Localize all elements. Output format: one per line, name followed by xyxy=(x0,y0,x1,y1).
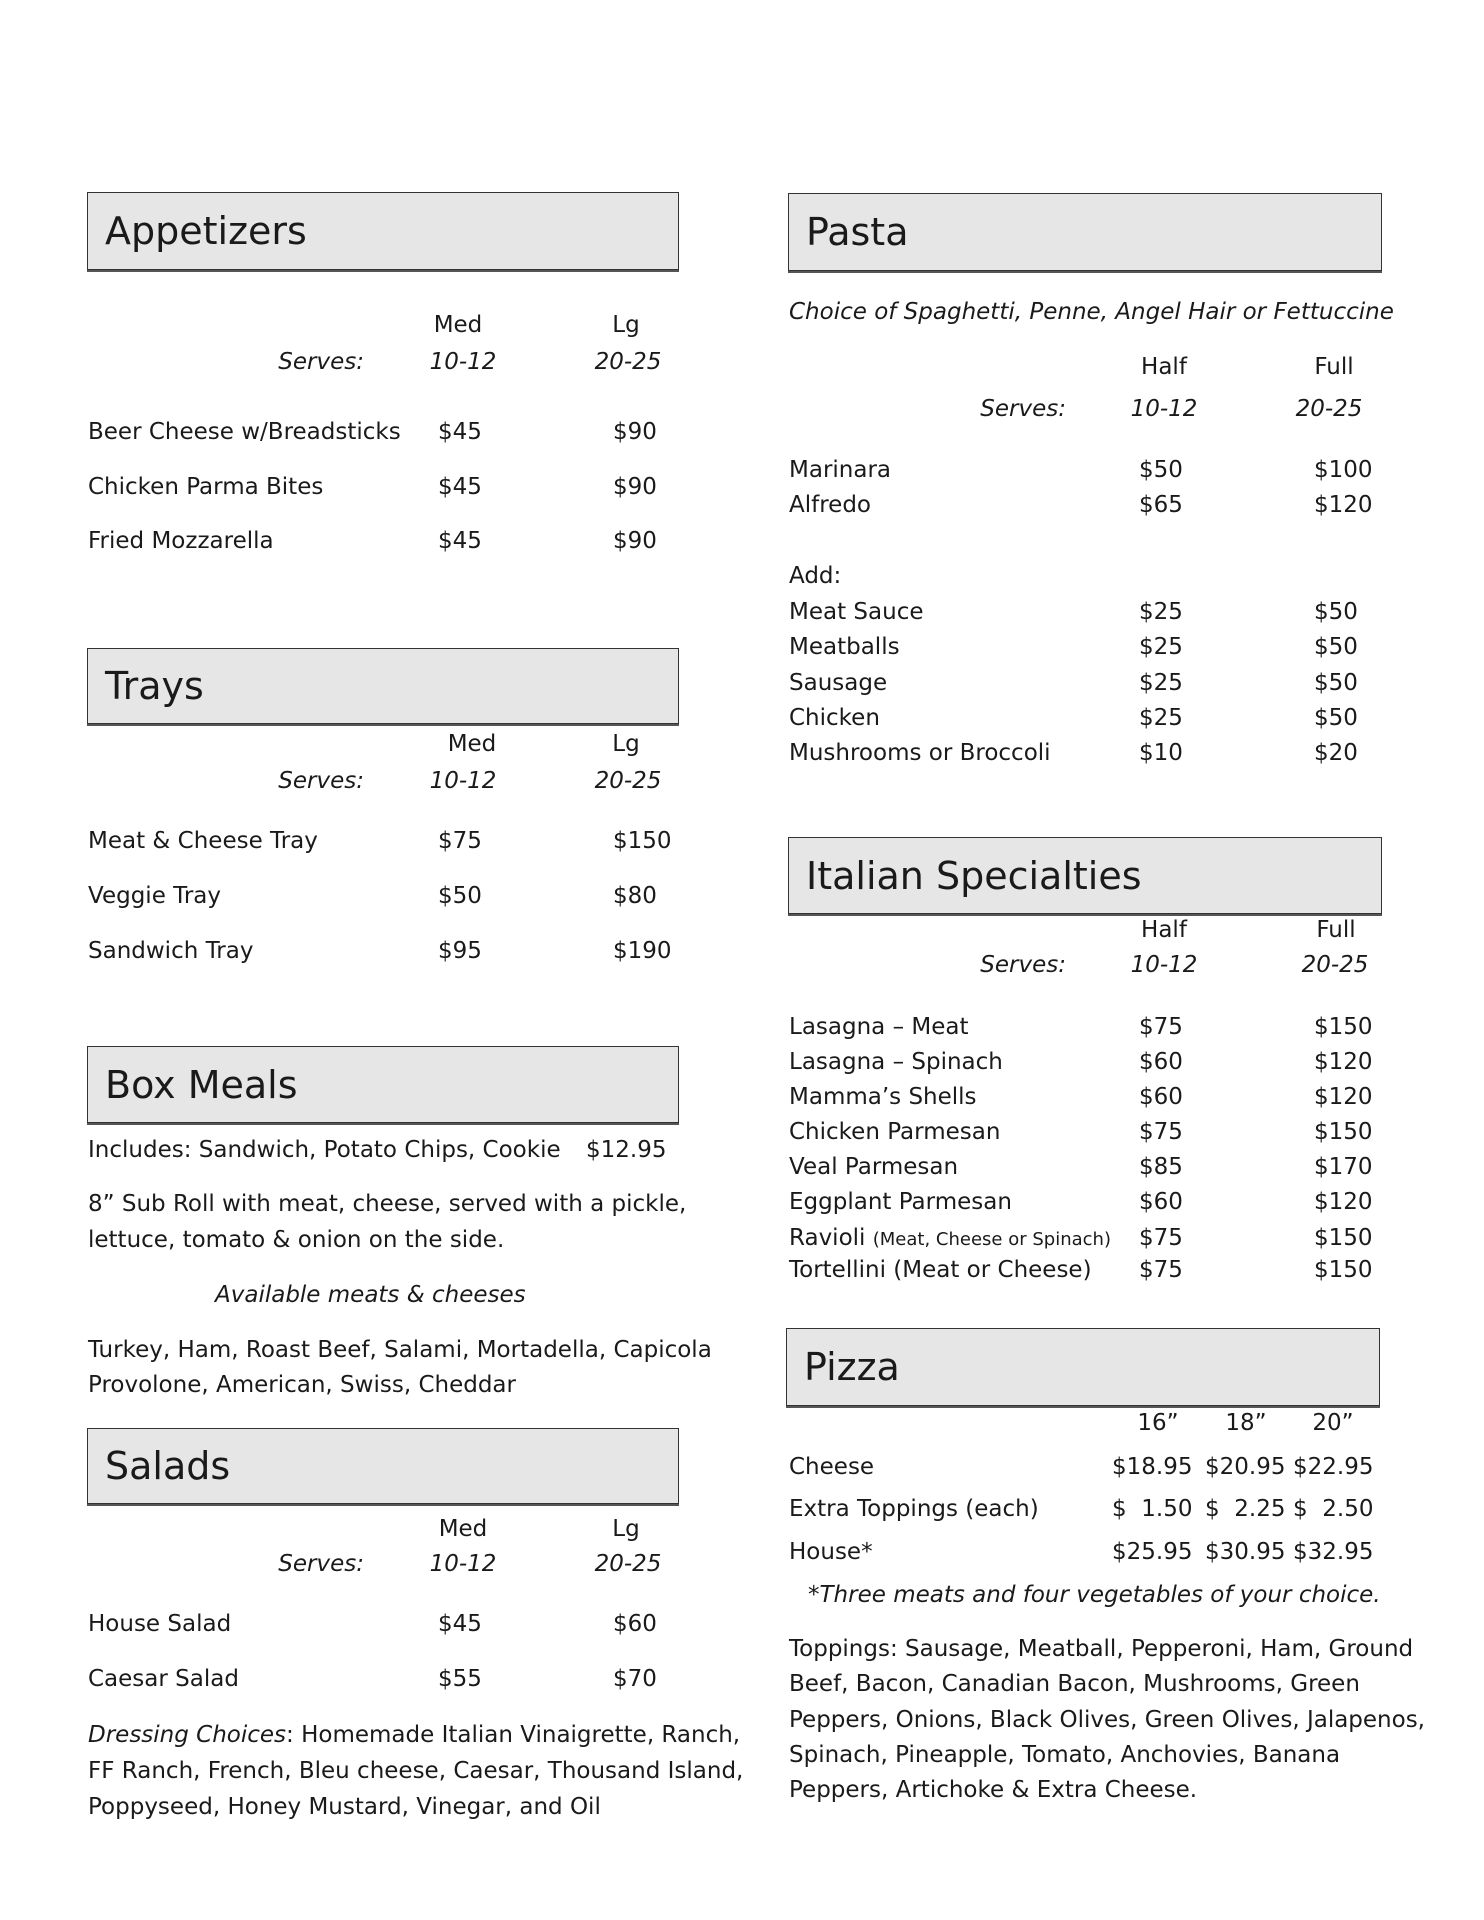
pasta-subtitle: Choice of Spaghetti, Penne, Angel Hair or Fettuccine xyxy=(789,299,1394,325)
menu-item-price-full: $50 xyxy=(1314,670,1358,696)
salads-dressing-label: Dressing Choices xyxy=(88,1722,287,1748)
salads-serves-label: Serves: xyxy=(278,1551,364,1577)
salads-dressing-line1 xyxy=(88,1720,740,1750)
menu-item-price-lg: $60 xyxy=(613,1611,657,1637)
salads-col-med: Med xyxy=(438,1516,488,1542)
trays-col-lg: Lg xyxy=(612,731,640,757)
menu-item-price-half: $25 xyxy=(1139,634,1183,660)
menu-item-price-half: $25 xyxy=(1139,705,1183,731)
menu-item-price-half: $25 xyxy=(1139,599,1183,625)
italian-col-full: Full xyxy=(1316,917,1356,943)
menu-item-price-16: $18.95 xyxy=(1112,1454,1193,1480)
menu-item-name: Sandwich Tray xyxy=(88,938,254,964)
italian-title: Italian Specialties xyxy=(806,853,1142,898)
trays-serves-lg: 20-25 xyxy=(594,768,662,794)
box-meals-header xyxy=(87,1046,679,1123)
menu-item-price-lg: $90 xyxy=(613,528,657,554)
menu-item-price-full: $120 xyxy=(1314,1189,1373,1215)
pizza-toppings-line: Beef, Bacon, Canadian Bacon, Mushrooms, Green xyxy=(789,1671,1360,1697)
menu-item-price-lg: $90 xyxy=(613,474,657,500)
salads-serves-med: 10-12 xyxy=(429,1551,497,1577)
menu-item-name: Chicken xyxy=(789,705,880,731)
menu-item-price-20: $22.95 xyxy=(1293,1454,1374,1480)
menu-item-price-full: $120 xyxy=(1314,492,1373,518)
box-meals-meats-line2: Provolone, American, Swiss, Cheddar xyxy=(88,1372,516,1398)
menu-item-name-with-note xyxy=(789,1223,1111,1255)
appetizers-col-med: Med xyxy=(433,312,483,338)
menu-item-name: House Salad xyxy=(88,1611,232,1637)
menu-item-name: Eggplant Parmesan xyxy=(789,1189,1012,1215)
menu-item-price-16: $ 1.50 xyxy=(1112,1496,1193,1522)
pasta-col-full: Full xyxy=(1314,354,1354,380)
menu-item-price-half: $75 xyxy=(1139,1257,1183,1283)
menu-item-name: Meatballs xyxy=(789,634,900,660)
pizza-header xyxy=(786,1328,1380,1406)
menu-item-price-18: $30.95 xyxy=(1205,1539,1286,1565)
pizza-size-20: 20” xyxy=(1312,1410,1354,1436)
italian-serves-half: 10-12 xyxy=(1130,952,1198,978)
appetizers-col-lg: Lg xyxy=(612,312,640,338)
menu-item-price-full: $50 xyxy=(1314,634,1358,660)
box-meals-desc-line1: 8” Sub Roll with meat, cheese, served with a pickle, xyxy=(88,1191,687,1217)
pasta-col-half: Half xyxy=(1141,354,1187,380)
box-meals-includes: Includes: Sandwich, Potato Chips, Cookie xyxy=(88,1137,561,1163)
salads-col-lg: Lg xyxy=(612,1516,640,1542)
pasta-header xyxy=(788,193,1382,271)
box-meals-title: Box Meals xyxy=(105,1062,298,1107)
pizza-toppings-line: Peppers, Artichoke & Extra Cheese. xyxy=(789,1777,1198,1803)
menu-item-name: Veal Parmesan xyxy=(789,1154,959,1180)
menu-item-name: Chicken Parmesan xyxy=(789,1119,1001,1145)
menu-item-price-20: $ 2.50 xyxy=(1293,1496,1374,1522)
menu-item-name: Meat Sauce xyxy=(789,599,924,625)
appetizers-title: Appetizers xyxy=(105,209,307,253)
menu-item-price-full: $150 xyxy=(1314,1119,1373,1145)
menu-item-name: Veggie Tray xyxy=(88,883,221,909)
menu-item-name: Sausage xyxy=(789,670,888,696)
menu-item-price-full: $50 xyxy=(1314,705,1358,731)
menu-item-price-half: $65 xyxy=(1139,492,1183,518)
menu-item-price-full: $150 xyxy=(1314,1257,1373,1283)
trays-header xyxy=(87,648,679,724)
salads-dressing-line3: Poppyseed, Honey Mustard, Vinegar, and Oil xyxy=(88,1794,601,1820)
menu-item-price-20: $32.95 xyxy=(1293,1539,1374,1565)
salads-dressing-text: : Homemade Italian Vinaigrette, Ranch, xyxy=(286,1722,741,1748)
menu-item-price-med: $75 xyxy=(438,828,482,854)
menu-item-price-half: $60 xyxy=(1139,1084,1183,1110)
menu-item-name: Mamma’s Shells xyxy=(789,1084,977,1110)
pizza-size-18: 18” xyxy=(1225,1410,1267,1436)
menu-item-note: (Meat, Cheese or Spinach) xyxy=(872,1229,1111,1250)
menu-item-name: Lasagna – Spinach xyxy=(789,1049,1003,1075)
appetizers-serves-label: Serves: xyxy=(278,349,364,375)
menu-item-name: Mushrooms or Broccoli xyxy=(789,740,1051,766)
menu-item-price-lg: $150 xyxy=(613,828,672,854)
menu-item-price-half: $50 xyxy=(1139,457,1183,483)
trays-serves-med: 10-12 xyxy=(429,768,497,794)
salads-dressing-line2: FF Ranch, French, Bleu cheese, Caesar, Thousand Island, xyxy=(88,1758,744,1784)
menu-item-name: Cheese xyxy=(789,1454,875,1480)
menu-item-price-full: $170 xyxy=(1314,1154,1373,1180)
pizza-toppings-line: Spinach, Pineapple, Tomato, Anchovies, Banana xyxy=(789,1742,1341,1768)
menu-item-name: Beer Cheese w/Breadsticks xyxy=(88,419,401,445)
menu-item-price-med: $45 xyxy=(438,528,482,554)
menu-item-price-half: $25 xyxy=(1139,670,1183,696)
menu-item-price-lg: $190 xyxy=(613,938,672,964)
menu-item-price-med: $45 xyxy=(438,1611,482,1637)
pizza-toppings-line: Peppers, Onions, Black Olives, Green Olives, Jalapenos, xyxy=(789,1707,1425,1733)
appetizers-serves-med: 10-12 xyxy=(429,349,497,375)
box-meals-price: $12.95 xyxy=(586,1137,667,1163)
box-meals-available-heading: Available meats & cheeses xyxy=(215,1282,526,1308)
menu-item-name: Ravioli xyxy=(789,1225,866,1251)
italian-serves-full: 20-25 xyxy=(1301,952,1369,978)
menu-item-price-full: $100 xyxy=(1314,457,1373,483)
box-meals-desc-line2: lettuce, tomato & onion on the side. xyxy=(88,1227,505,1253)
menu-item-price-half: $60 xyxy=(1139,1049,1183,1075)
pasta-serves-label: Serves: xyxy=(980,396,1066,422)
menu-item-price-full: $20 xyxy=(1314,740,1358,766)
menu-item-name: Meat & Cheese Tray xyxy=(88,828,318,854)
menu-item-name: Chicken Parma Bites xyxy=(88,474,324,500)
menu-item-price-half: $75 xyxy=(1139,1014,1183,1040)
menu-item-price-half: $10 xyxy=(1139,740,1183,766)
menu-item-price-18: $20.95 xyxy=(1205,1454,1286,1480)
pasta-add-label: Add: xyxy=(789,563,842,589)
menu-item-name: Lasagna – Meat xyxy=(789,1014,969,1040)
pizza-toppings-line: Toppings: Sausage, Meatball, Pepperoni, Ham, Ground xyxy=(789,1636,1414,1662)
italian-col-half: Half xyxy=(1141,917,1187,943)
salads-serves-lg: 20-25 xyxy=(594,1551,662,1577)
trays-title: Trays xyxy=(105,664,204,708)
menu-item-price-half: $60 xyxy=(1139,1189,1183,1215)
salads-title: Salads xyxy=(105,1444,231,1488)
pizza-footnote: *Three meats and four vegetables of your choice. xyxy=(808,1582,1381,1608)
menu-item-price-lg: $80 xyxy=(613,883,657,909)
box-meals-meats-line1: Turkey, Ham, Roast Beef, Salami, Mortadella, Capicola xyxy=(88,1337,712,1363)
menu-item-price-med: $45 xyxy=(438,419,482,445)
menu-item-name: Caesar Salad xyxy=(88,1666,239,1692)
salads-header xyxy=(87,1428,679,1504)
menu-item-price-half: $85 xyxy=(1139,1154,1183,1180)
menu-item-price-full: $50 xyxy=(1314,599,1358,625)
menu-item-name: Fried Mozzarella xyxy=(88,528,274,554)
menu-item-price-full: $150 xyxy=(1314,1014,1373,1040)
menu-item-price-half: $75 xyxy=(1139,1119,1183,1145)
trays-serves-label: Serves: xyxy=(278,768,364,794)
italian-header xyxy=(788,837,1382,914)
pasta-serves-half: 10-12 xyxy=(1130,396,1198,422)
menu-item-price-med: $95 xyxy=(438,938,482,964)
menu-item-price-med: $50 xyxy=(438,883,482,909)
pasta-title: Pasta xyxy=(806,210,909,254)
menu-item-name: Alfredo xyxy=(789,492,871,518)
menu-item-price-full: $120 xyxy=(1314,1084,1373,1110)
menu-item-price-med: $55 xyxy=(438,1666,482,1692)
appetizers-serves-lg: 20-25 xyxy=(594,349,662,375)
menu-item-price-med: $45 xyxy=(438,474,482,500)
menu-item-price-16: $25.95 xyxy=(1112,1539,1193,1565)
menu-item-price-half: $75 xyxy=(1139,1225,1183,1251)
menu-item-price-full: $120 xyxy=(1314,1049,1373,1075)
appetizers-header xyxy=(87,192,679,270)
menu-item-price-full: $150 xyxy=(1314,1225,1373,1251)
menu-item-price-lg: $90 xyxy=(613,419,657,445)
pizza-title: Pizza xyxy=(804,1345,900,1389)
pizza-size-16: 16” xyxy=(1137,1410,1179,1436)
menu-item-name: House* xyxy=(789,1539,873,1565)
menu-item-name: Extra Toppings (each) xyxy=(789,1496,1039,1522)
menu-item-price-lg: $70 xyxy=(613,1666,657,1692)
trays-col-med: Med xyxy=(447,731,497,757)
italian-serves-label: Serves: xyxy=(980,952,1066,978)
menu-item-name: Tortellini (Meat or Cheese) xyxy=(789,1257,1092,1283)
pasta-serves-full: 20-25 xyxy=(1295,396,1363,422)
menu-item-name: Marinara xyxy=(789,457,892,483)
menu-item-price-18: $ 2.25 xyxy=(1205,1496,1286,1522)
